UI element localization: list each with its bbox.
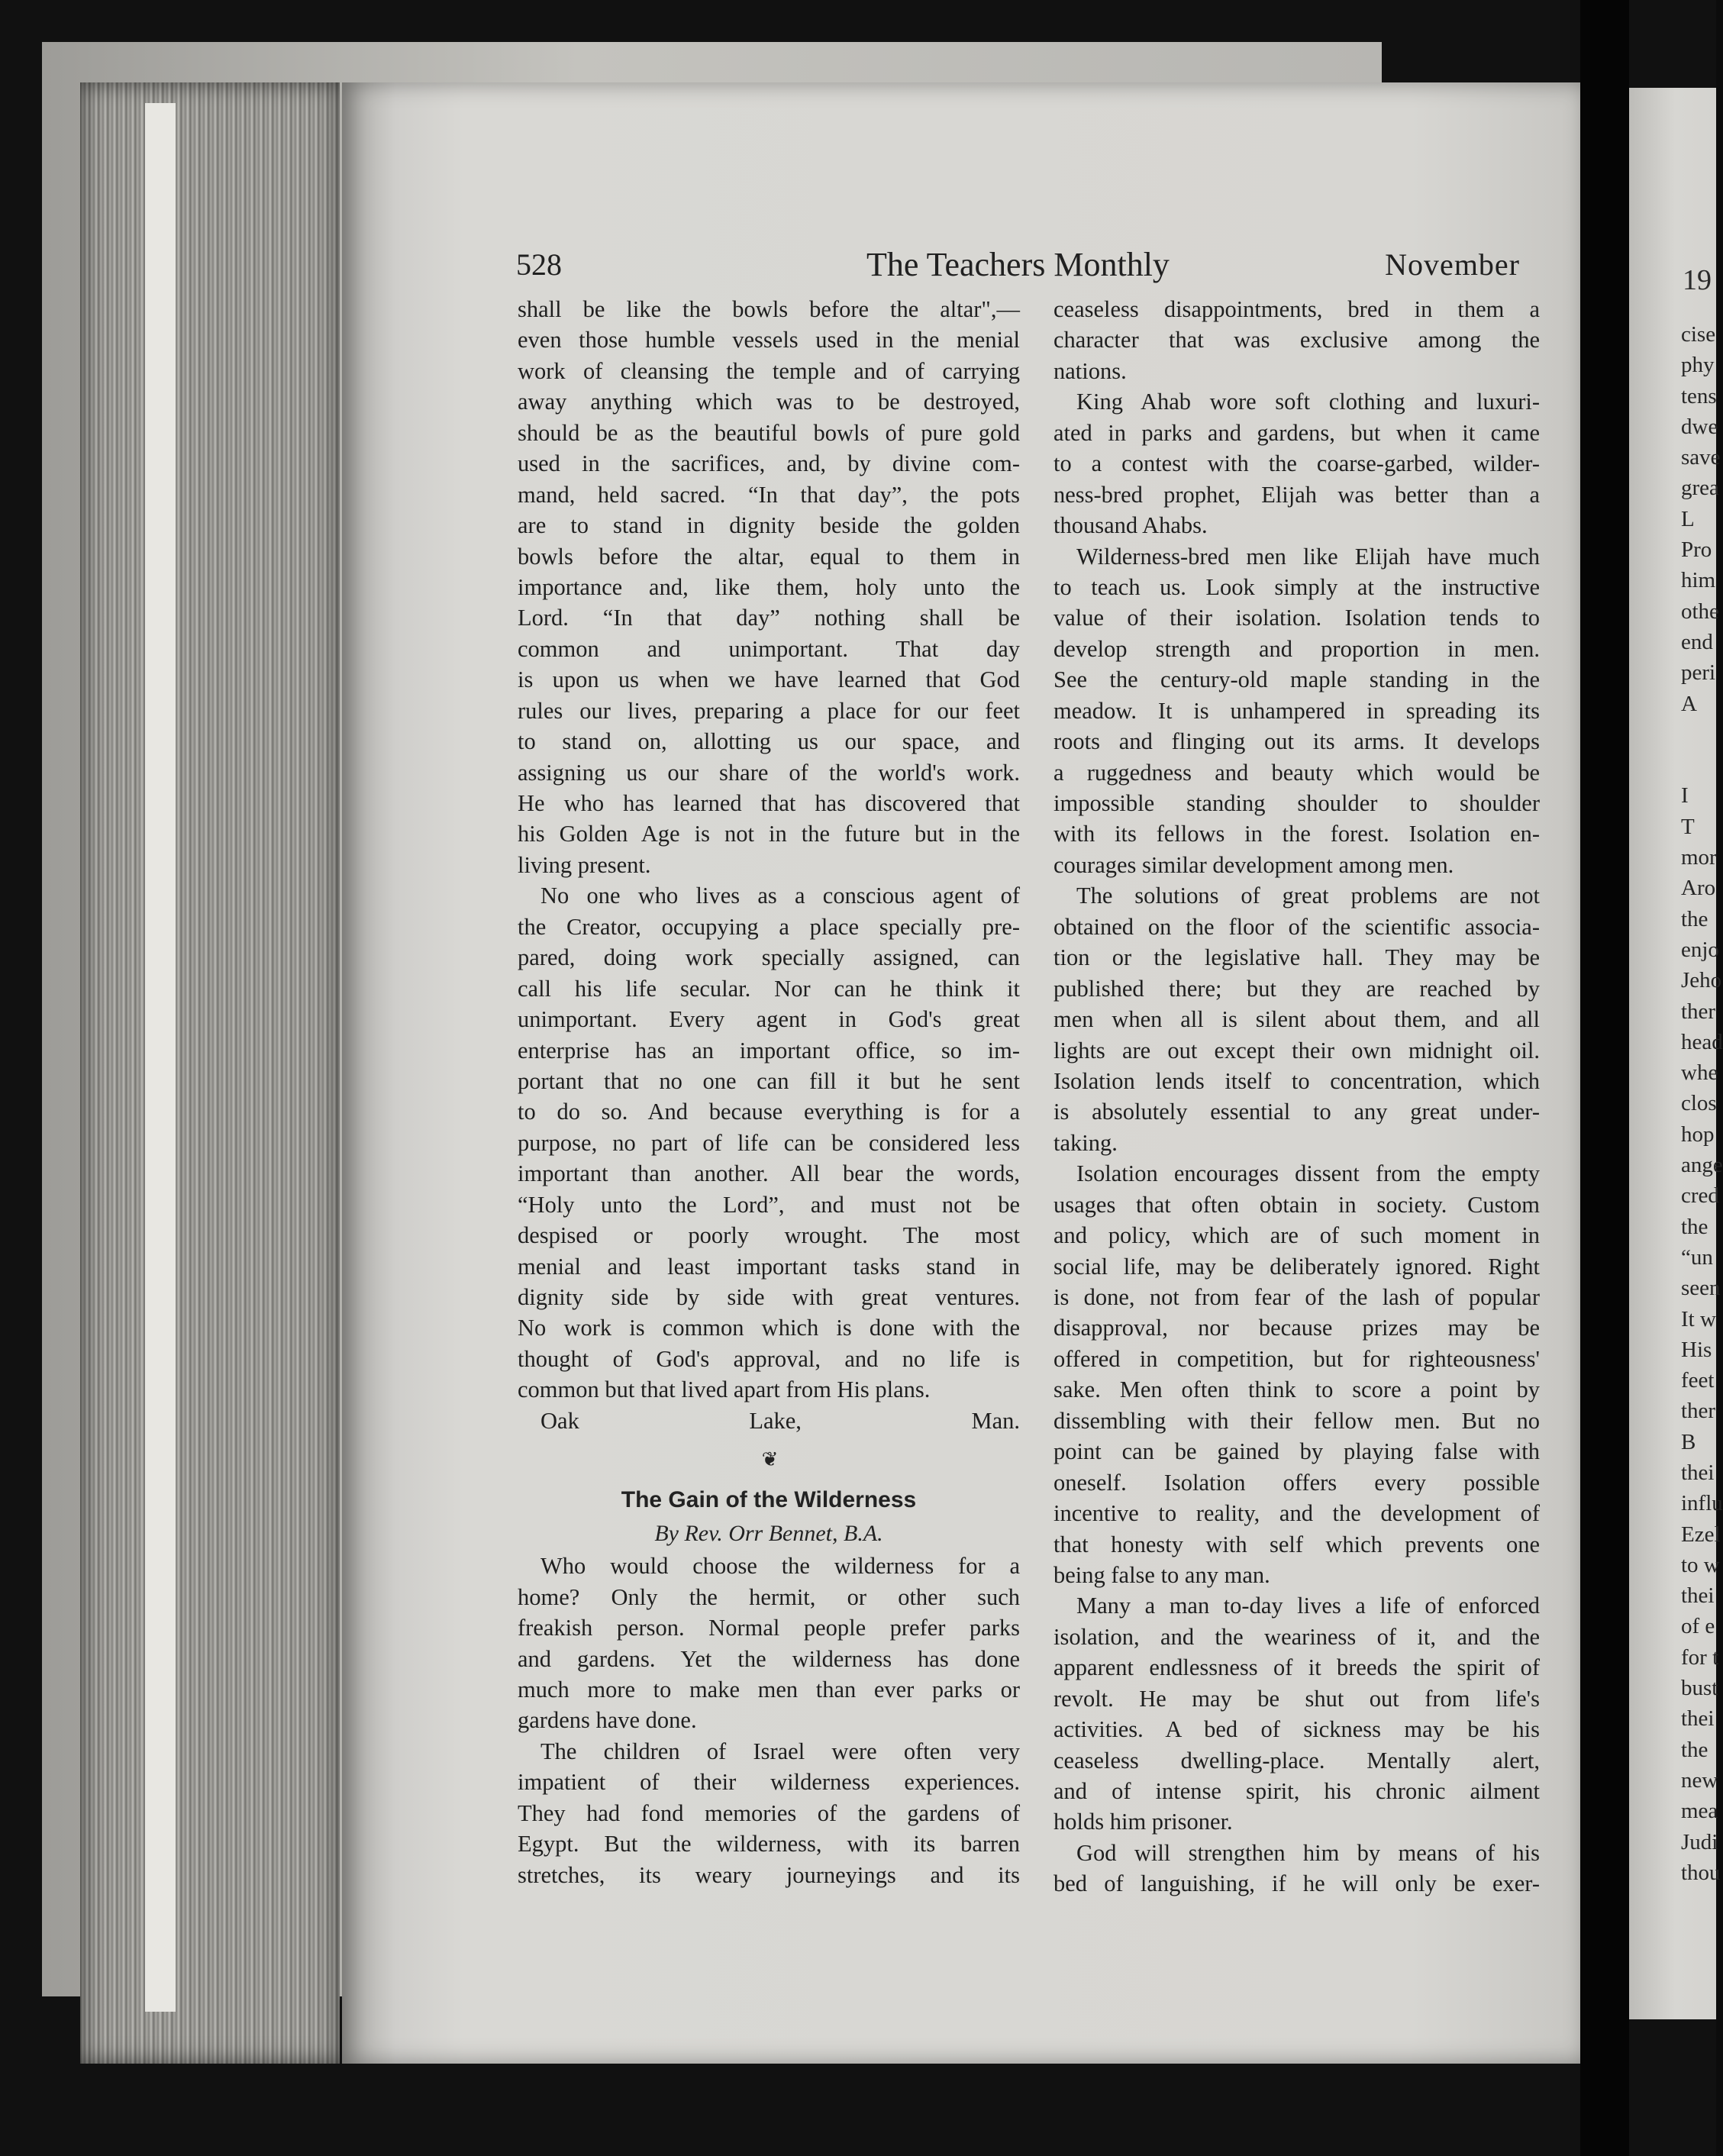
text-line: and policy, which are of such moment in [1053, 1222, 1540, 1249]
text-line: No work is common which is done with the [518, 1315, 1020, 1341]
text-line: thought of God's approval, and no life is [518, 1345, 1020, 1372]
text-line: God will strengthen him by means of his [1076, 1839, 1540, 1866]
text-line: enterprise has an important office, so im- [518, 1037, 1020, 1063]
text-line: disapproval, nor because prizes may be [1053, 1315, 1540, 1341]
facing-page-line: the [1681, 906, 1708, 931]
facing-page-line: hop [1681, 1122, 1715, 1147]
facing-page-line: mor [1681, 845, 1717, 870]
text-line: ated in parks and gardens, but when it came [1053, 419, 1540, 446]
paragraph [1053, 1590, 1540, 1838]
text-line: should be as the beautiful bowls of pure gold [518, 419, 1020, 446]
ornament-glyph: ❦ [761, 1448, 776, 1471]
text-line: See the century-old maple standing in the [1053, 666, 1540, 693]
text-line: purpose, no part of life can be considered less [518, 1129, 1020, 1156]
right-column [1053, 294, 1540, 1899]
facing-page-line [1681, 750, 1723, 780]
facing-page-line: peri [1681, 660, 1716, 686]
text-line: despised or poorly wrought. The most [518, 1222, 1020, 1249]
text-line: isolation, and the weariness of it, and the [1053, 1623, 1540, 1650]
facing-page-cutoff [1629, 88, 1723, 2019]
text-line: stretches, its weary journeyings and its [518, 1861, 1020, 1888]
facing-page-line: Ezel [1681, 1522, 1721, 1547]
text-line: meadow. It is unhampered in spreading its [1053, 697, 1540, 724]
text-line: shall be like the bowls before the altar",— [518, 296, 1020, 322]
text-line: bed of languishing, if he will only be exer- [1053, 1870, 1540, 1897]
text-line: living present. [518, 851, 651, 878]
text-line: that honesty with self which prevents one [1053, 1531, 1540, 1557]
text-line: ceaseless disappointments, bred in them a [1053, 296, 1540, 322]
text-line: ceaseless dwelling-place. Mentally alert, [1053, 1747, 1540, 1774]
left-column [518, 294, 1020, 1890]
text-line: rules our lives, preparing a place for our feet [518, 697, 1020, 724]
facing-page-line: It w [1681, 1306, 1716, 1331]
text-line: and of intense spirit, his chronic ailment [1053, 1778, 1540, 1804]
text-line: to teach us. Look simply at the instructive [1053, 573, 1540, 600]
facing-page-lines [1681, 319, 1723, 1888]
text-line: They had fond memories of the gardens of [518, 1799, 1020, 1826]
paragraph [518, 1736, 1020, 1890]
text-line: are to stand in dignity beside the golden [518, 512, 1020, 539]
text-line: is absolutely essential to any great under- [1053, 1099, 1540, 1125]
text-line: holds him prisoner. [1053, 1809, 1233, 1835]
facing-page-line: for t [1681, 1644, 1719, 1670]
text-line: roots and flinging out its arms. It develops [1053, 728, 1540, 755]
text-line: offered in competition, but for righteousness' [1053, 1345, 1540, 1372]
facing-page-line: thou [1681, 1860, 1721, 1885]
facing-page-line: “un [1681, 1244, 1713, 1270]
text-line: pared, doing work specially assigned, can [518, 944, 1020, 971]
signoff: Oak Lake, Man. [540, 1407, 1020, 1434]
text-line: even those humble vessels used in the menial [518, 327, 1020, 353]
text-line: dissembling with their fellow men. But no [1053, 1407, 1540, 1434]
facing-page-line: Aro [1681, 876, 1716, 901]
facing-page-line: to w [1681, 1552, 1720, 1577]
text-line: used in the sacrifices, and, by divine com- [518, 450, 1020, 477]
paragraph [518, 1551, 1020, 1736]
facing-page-line: the [1681, 1214, 1708, 1239]
facing-page-line: influ [1681, 1491, 1723, 1516]
facing-page-line: cise [1681, 322, 1716, 347]
text-line: and gardens. Yet the wilderness has done [518, 1645, 1020, 1672]
running-month: November [1385, 247, 1520, 282]
text-line: call his life secular. Nor can he think it [518, 975, 1020, 1002]
text-line: is done, not from fear of the lash of popular [1053, 1284, 1540, 1310]
text-line: Many a man to-day lives a life of enforced [1076, 1593, 1540, 1619]
text-line: unimportant. Every agent in God's great [518, 1006, 1020, 1033]
paragraph [1053, 880, 1540, 1158]
facing-page-line: Pro [1681, 537, 1712, 563]
facing-page-line: thei [1681, 1583, 1715, 1609]
text-line: freakish person. Normal people prefer parks [518, 1615, 1020, 1641]
facing-page-line: grea [1681, 476, 1719, 501]
text-line: sake. Men often think to score a point by [1053, 1377, 1540, 1403]
text-line: King Ahab wore soft clothing and luxuri- [1076, 389, 1540, 415]
text-line: social life, may be deliberately ignored. Right [1053, 1253, 1540, 1280]
facing-page-line: cred [1681, 1183, 1719, 1209]
paragraph [518, 880, 1020, 1405]
facing-page-line: ange [1681, 1153, 1723, 1178]
text-line: much more to make men than ever parks or [518, 1676, 1020, 1703]
facing-page-line: I [1681, 783, 1689, 808]
text-line: The solutions of great problems are not [1076, 883, 1540, 909]
text-line: revolt. He may be shut out from life's [1053, 1685, 1540, 1712]
facing-page-line: othe [1681, 599, 1719, 624]
text-line: men when all is silent about them, and all [1053, 1006, 1540, 1033]
facing-page-line: whe [1681, 1060, 1718, 1086]
text-line: away anything which was to be destroyed, [518, 389, 1020, 415]
text-line: being false to any man. [1053, 1561, 1270, 1588]
text-line: bowls before the altar, equal to them in [518, 543, 1020, 570]
facing-page-line: of e [1681, 1614, 1715, 1639]
running-title: The Teachers Monthly [866, 246, 1170, 283]
text-line: gardens have done. [518, 1707, 697, 1734]
text-line: “Holy unto the Lord”, and must not be [518, 1191, 1020, 1218]
text-line: assigning us our share of the world's work. [518, 759, 1020, 786]
text-line: impatient of their wilderness experiences. [518, 1769, 1020, 1796]
text-line: portant that no one can fill it but he sent [518, 1067, 1020, 1094]
paragraph [1053, 1838, 1540, 1899]
facing-page-line: ther [1681, 999, 1716, 1024]
facing-page-line: thei [1681, 1460, 1715, 1485]
article-title: The Gain of the Wilderness [621, 1487, 917, 1513]
text-line: home? Only the hermit, or other such [518, 1583, 1020, 1610]
facing-page-line: thei [1681, 1706, 1715, 1732]
text-line: incentive to reality, and the development of [1053, 1500, 1540, 1527]
text-line: develop strength and proportion in men. [1053, 635, 1540, 662]
text-line: obtained on the floor of the scientific associa- [1053, 913, 1540, 940]
paragraph [518, 294, 1020, 880]
text-line: nations. [1053, 357, 1127, 384]
facing-page-line: clos [1681, 1091, 1717, 1116]
text-line: ness-bred prophet, Elijah was better than a [1053, 481, 1540, 508]
facing-page-line: dwe [1681, 414, 1718, 439]
facing-page-line: save [1681, 445, 1721, 470]
text-line: his Golden Age is not in the future but in the [518, 821, 1020, 847]
facing-page-line: the [1681, 1737, 1708, 1762]
facing-page-line: new [1681, 1767, 1718, 1793]
text-line: common and unimportant. That day [518, 635, 1020, 662]
text-line: The children of Israel were often very [540, 1738, 1020, 1764]
text-line: dignity side by side with great ventures. [518, 1284, 1020, 1310]
text-line: Isolation lends itself to concentration, which [1053, 1067, 1540, 1094]
paragraph [1053, 541, 1540, 881]
facing-page-line: tens [1681, 383, 1717, 408]
facing-page-line: ther [1681, 1399, 1716, 1424]
text-line: Who would choose the wilderness for a [540, 1553, 1020, 1580]
text-line: No one who lives as a conscious agent of [540, 883, 1020, 909]
facing-page-line: T [1681, 814, 1695, 839]
text-line: Isolation encourages dissent from the empty [1076, 1160, 1540, 1187]
text-line: impossible standing shoulder to shoulder [1053, 790, 1540, 816]
text-line: tion or the legislative hall. They may be [1053, 944, 1540, 971]
page-edge-highlight [145, 103, 176, 2012]
text-line: published there; but they are reached by [1053, 975, 1540, 1002]
text-line: usages that often obtain in society. Custom [1053, 1191, 1540, 1218]
article-byline: By Rev. Orr Bennet, B.A. [654, 1521, 883, 1547]
running-header [516, 247, 1520, 292]
text-line: apparent endlessness of it breeds the spirit of [1053, 1654, 1540, 1681]
text-line: Lord. “In that day” nothing shall be [518, 605, 1020, 631]
text-line: Egypt. But the wilderness, with its barren [518, 1831, 1020, 1857]
text-line: Wilderness-bred men like Elijah have much [1076, 543, 1540, 570]
paragraph [1053, 1158, 1540, 1590]
text-line: a ruggedness and beauty which would be [1053, 759, 1540, 786]
text-line: common but that lived apart from His plans. [518, 1377, 931, 1403]
facing-page-line: feet [1681, 1368, 1715, 1393]
facing-page-number: 19 [1683, 264, 1712, 296]
facing-page-line: Jeho [1681, 968, 1722, 993]
text-line: to stand on, allotting us our space, and [518, 728, 1020, 755]
facing-page-line: L [1681, 506, 1695, 531]
book-gutter [1580, 0, 1629, 2156]
text-line: lights are out except their own midnight oil. [1053, 1037, 1540, 1063]
text-line: with its fellows in the forest. Isolation en- [1053, 821, 1540, 847]
text-line: oneself. Isolation offers every possible [1053, 1469, 1540, 1496]
facing-page-line: enjo [1681, 937, 1719, 962]
text-line: to a contest with the coarse-garbed, wilder- [1053, 450, 1540, 477]
text-line: work of cleansing the temple and of carrying [518, 357, 1020, 384]
facing-page-line: His [1681, 1337, 1712, 1362]
page-number: 528 [516, 247, 562, 282]
text-line: He who has learned that has discovered that [518, 790, 1020, 816]
text-line: character that was exclusive among the [1053, 327, 1540, 353]
facing-page-line: Judi [1681, 1829, 1718, 1854]
text-line: activities. A bed of sickness may be his [1053, 1716, 1540, 1743]
facing-page-line: B [1681, 1429, 1696, 1454]
text-line: value of their isolation. Isolation tends to [1053, 605, 1540, 631]
facing-page-line: him [1681, 568, 1716, 593]
text-line: menial and least important tasks stand in [518, 1253, 1020, 1280]
facing-page-line: head [1681, 1029, 1723, 1054]
text-line: thousand Ahabs. [1053, 512, 1208, 539]
text-line: important than another. All bear the words, [518, 1160, 1020, 1187]
facing-page-line: end [1681, 629, 1713, 654]
page-stack-edges [80, 82, 340, 2064]
facing-page-line [1681, 719, 1723, 750]
facing-page-line: bust [1681, 1676, 1718, 1701]
facing-page-line: phy [1681, 353, 1715, 378]
text-line: courages similar development among men. [1053, 851, 1454, 878]
paragraph [1053, 386, 1540, 541]
text-line: point can be gained by playing false with [1053, 1438, 1540, 1465]
book-page [342, 82, 1580, 2064]
text-line: is upon us when we have learned that God [518, 666, 1020, 693]
text-line: importance and, like them, holy unto the [518, 573, 1020, 600]
text-line: taking. [1053, 1129, 1118, 1156]
text-line: mand, held sacred. “In that day”, the pots [518, 481, 1020, 508]
paragraph [1053, 294, 1540, 386]
facing-page-line: A [1681, 691, 1697, 716]
facing-page-line: mea [1681, 1799, 1718, 1824]
text-line: to do so. And because everything is for a [518, 1099, 1020, 1125]
facing-page-line: seen [1681, 1276, 1721, 1301]
text-line: the Creator, occupying a place specially pre- [518, 913, 1020, 940]
